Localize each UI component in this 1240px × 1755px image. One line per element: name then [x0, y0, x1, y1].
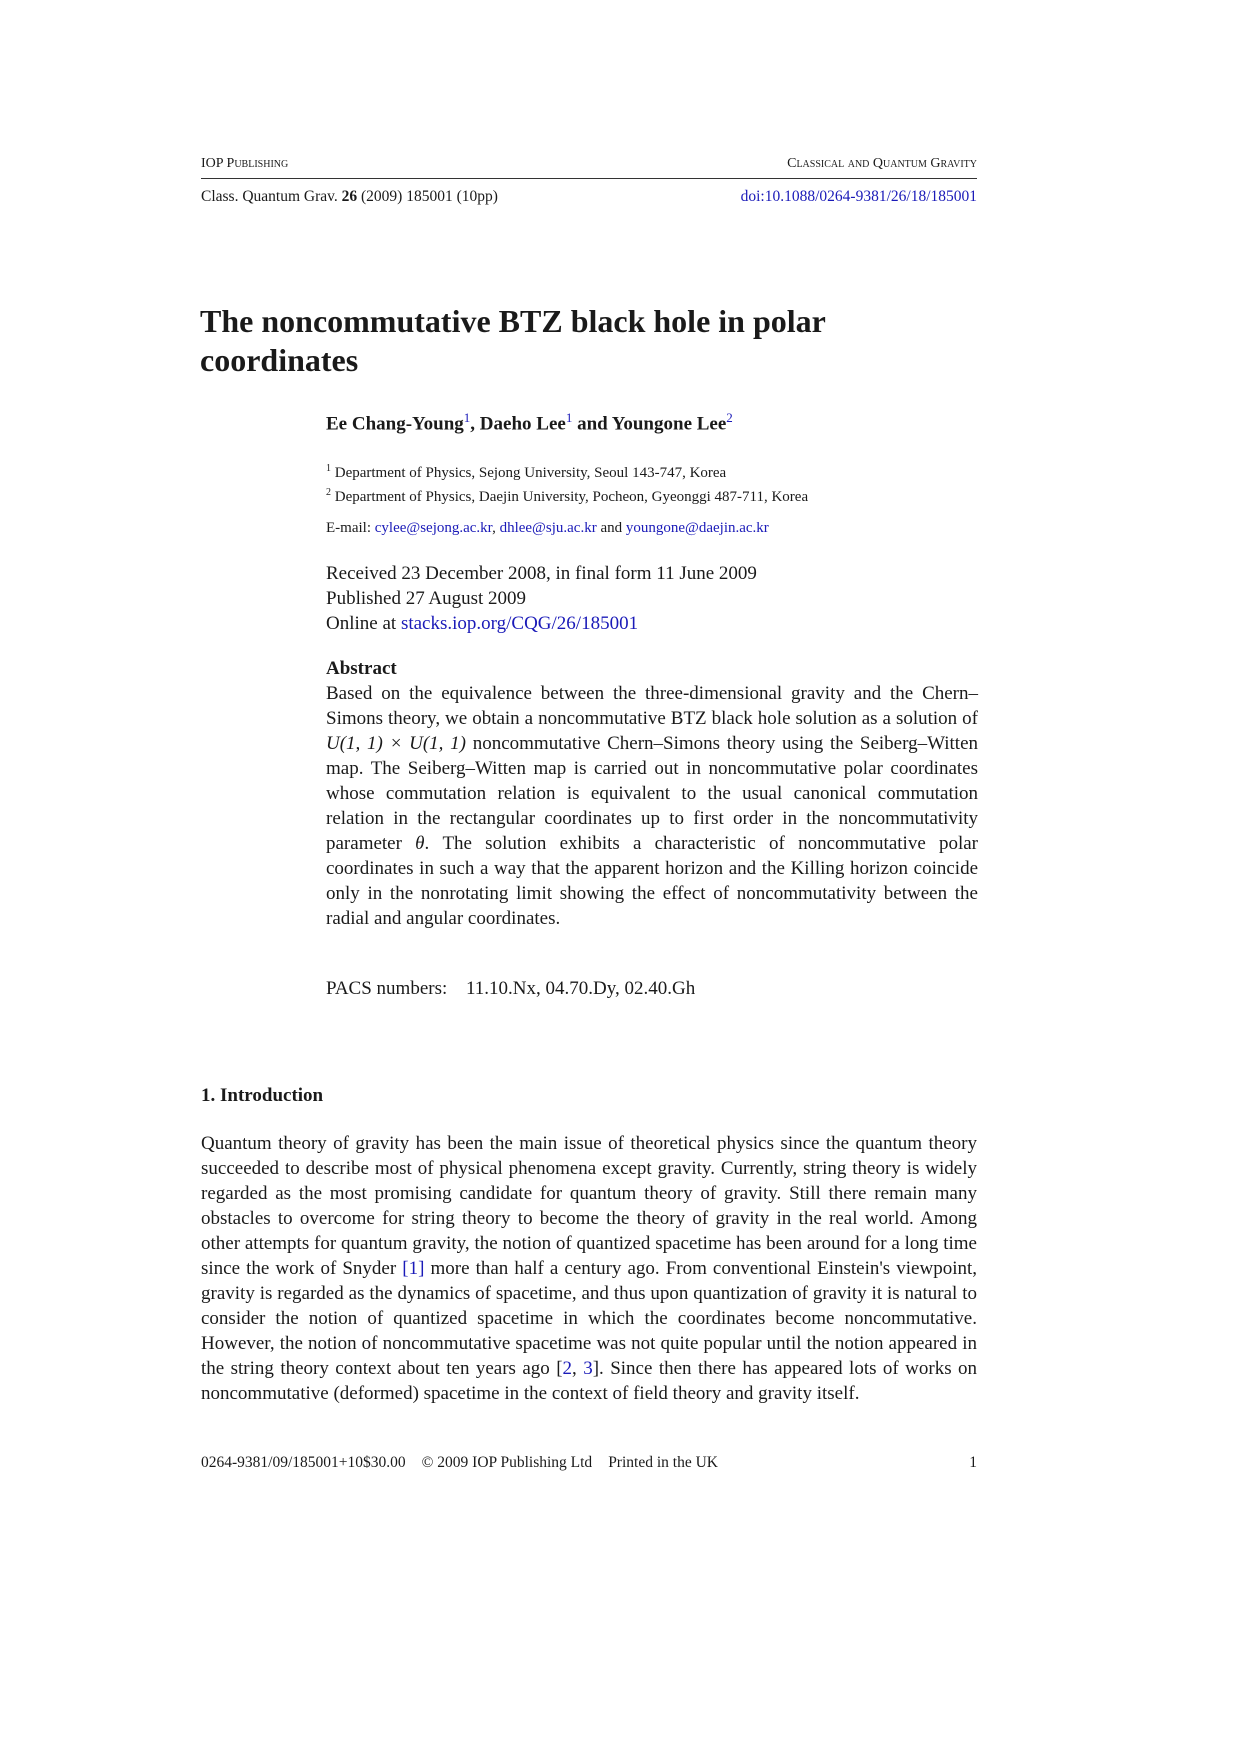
introduction-paragraph [201, 1131, 977, 1406]
citation-volume: 26 [341, 188, 358, 205]
paragraph-text: Quantum theory of gravity has been the main issue of theoretical physics since the quantum theory succeeded to describe most of physical phenomena except gravity. Currently, string theory is widely regarded as the most promising candidate for quantum theory of gravity. Still there remain many obstacles to overcome for string theory to become the theory of gravity in the real world. Among other attempts for quantum gravity, the notion of quantized spacetime has been around for a long time since the work of Snyder [201, 1133, 977, 1279]
affiliation-text: Department of Physics, Daejin University, Pocheon, Gyeonggi 487-711, Korea [334, 489, 809, 505]
reference-link[interactable]: 3 [583, 1358, 593, 1379]
bracket: [ [556, 1358, 563, 1379]
running-head [201, 156, 977, 172]
affiliations [326, 459, 978, 507]
paragraph-text: . Since then there has appeared lots of works on noncommutative (deformed) spacetime in the context of field theory and gravity itself. [201, 1358, 978, 1404]
reference-group [556, 1358, 599, 1379]
pacs-line [326, 978, 978, 1000]
affiliation-mark[interactable]: 1 [463, 410, 471, 425]
email-link[interactable]: dhlee@sju.ac.kr [499, 520, 597, 536]
paragraph-text: more than half a century ago. From conventional Einstein's viewpoint, gravity is regarded as the dynamics of spacetime, and thus upon quantization of gravity it is natural to consider the notion of quantized spacetime in which the coordinates become noncommutative. However, the notion of noncommutative spacetime was not quite popular until the notion appeared in the string theory context about ten years ago [201, 1258, 977, 1379]
affiliation-line [326, 483, 978, 507]
citation-line [201, 188, 977, 206]
doi-link[interactable]: doi:10.1088/0264-9381/26/18/185001 [740, 188, 977, 205]
abstract-body [326, 681, 978, 931]
abstract [326, 656, 978, 931]
header-rule [201, 178, 977, 179]
abstract-text: . The solution exhibits a characteristic of noncommutative polar coordinates in such a way that the apparent horizon and the Killing horizon coincide only in the nonrotating limit showing the effect of noncommutativity between the radial and angular coordinates. [326, 833, 978, 929]
footer-left [201, 1454, 718, 1472]
author-name: Youngone Lee [611, 413, 727, 435]
online-url-link[interactable]: stacks.iop.org/CQG/26/185001 [400, 613, 639, 634]
page-footer [201, 1454, 977, 1472]
footer-copyright: © 2009 IOP Publishing Ltd [421, 1454, 593, 1471]
abstract-heading: Abstract [326, 658, 397, 679]
citation-details: (2009) 185001 (10pp) [361, 188, 498, 205]
affiliation-mark[interactable]: 1 [565, 410, 573, 425]
email-and: and [600, 520, 623, 536]
publication-dates [326, 561, 978, 636]
abstract-text: noncommutative Chern–Simons theory using the Seiberg–Witten map. The Seiberg–Witten map is carried out in noncommutative polar coordinates whose commutation relation is equivalent to the usual canonical commutation relation in the rectangular coordinates up to first order in the noncommutativity parameter [326, 733, 979, 854]
footer-printed: Printed in the UK [608, 1454, 718, 1471]
affiliation-line [326, 459, 978, 483]
affiliation-text: Department of Physics, Sejong University, Seoul 143-747, Korea [334, 465, 727, 481]
email-label: E-mail: [326, 520, 371, 536]
abstract-text: Based on the equivalence between the three-dimensional gravity and the Chern–Simons theory, we obtain a noncommutative BTZ black hole solution as a solution of [326, 683, 978, 729]
paper-title: The noncommutative BTZ black hole in polar coordinates [200, 303, 826, 378]
reference-link[interactable]: [1] [402, 1258, 425, 1279]
email-link[interactable]: youngone@daejin.ac.kr [625, 520, 769, 536]
publisher-name: IOP Publishing [201, 156, 289, 171]
footer-code: 0264-9381/09/185001+10$30.00 [201, 1454, 406, 1471]
pacs-label: PACS numbers: [326, 978, 448, 999]
online-label: Online at [326, 613, 397, 634]
reference-separator: , [572, 1358, 584, 1379]
online-line [326, 611, 978, 636]
affiliation-mark[interactable]: 2 [726, 410, 733, 425]
author-name: Daeho Lee [479, 413, 566, 435]
section-heading: 1. Introduction [201, 1085, 324, 1106]
published-date: Published 27 August 2009 [326, 588, 527, 609]
citation-journal: Class. Quantum Grav. [201, 188, 338, 205]
affiliation-number: 1 [326, 463, 331, 474]
reference-link[interactable]: 2 [562, 1358, 573, 1379]
author-separator: and [572, 413, 612, 435]
received-date: Received 23 December 2008, in final form 11 June 2009 [326, 563, 757, 584]
email-line: E-mail: cylee@sejong.ac.kr, dhlee@sju.ac.kr and youngone@daejin.ac.kr [326, 520, 769, 536]
abstract-math-theta: θ [415, 833, 425, 854]
pacs-values: 11.10.Nx, 04.70.Dy, 02.40.Gh [466, 978, 696, 999]
page-number: 1 [969, 1454, 977, 1471]
author-separator: , [470, 413, 480, 435]
bracket: ] [592, 1358, 600, 1379]
journal-name: Classical and Quantum Gravity [787, 156, 977, 171]
author-name: Ee Chang-Young [326, 413, 464, 435]
email-link[interactable]: cylee@sejong.ac.kr [374, 520, 493, 536]
citation [201, 188, 498, 206]
author-list [326, 410, 978, 435]
affiliation-number: 2 [326, 487, 331, 498]
abstract-math-group: U(1, 1) × U(1, 1) [326, 733, 466, 754]
